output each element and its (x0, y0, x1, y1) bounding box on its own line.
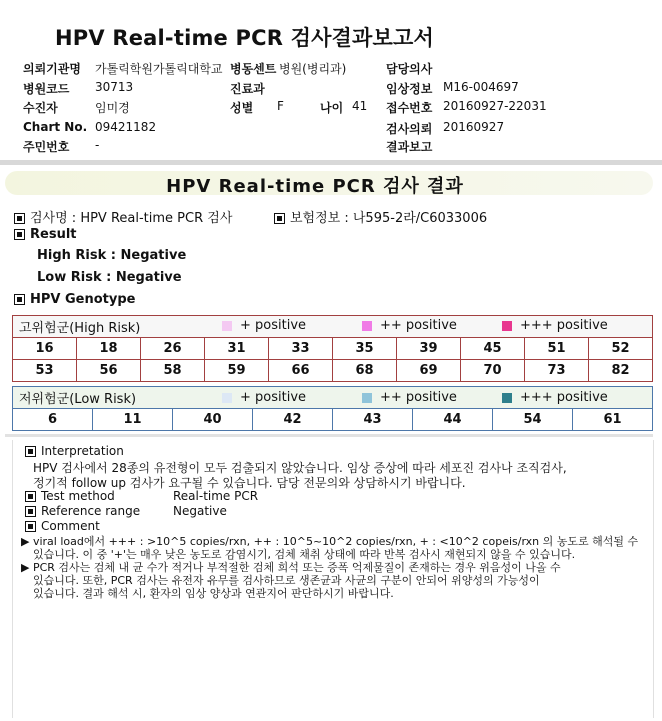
high-risk-result: High Risk : Negative (37, 248, 187, 263)
comment-2: 있습니다. 이 중 '+'는 매우 낮은 농도로 감염시기, 검체 채취 상태에 따라 반복 검사시 재현되지 않을 수 있습니다. (33, 548, 576, 561)
genotype-cell: 66 (269, 360, 333, 382)
low-risk-result: Low Risk : Negative (37, 270, 182, 285)
legend-label: + positive (240, 318, 307, 333)
result-heading (14, 227, 77, 242)
insurance-line (274, 207, 487, 226)
age-label: 나이 (320, 101, 344, 115)
requester-value-2: 병원(병리과) (279, 62, 347, 76)
collector-label: 수진자 (23, 101, 58, 115)
legend-label: + positive (240, 390, 307, 405)
requester-value: 가톨릭학원가톨릭대학교 (95, 62, 223, 76)
interpretation-text-1: HPV 검사에서 28종의 유전형이 모두 검출되지 않았습니다. 임상 증상에 따라 세포진 검사나 조직검사, (33, 461, 567, 475)
method-value: Real-time PCR (173, 489, 259, 503)
comment-3: ▶ PCR 검사는 검체 내 균 수가 적거나 부적절한 검체 희석 또는 증폭 억제물질이 존재하는 경우 위음성이 나올 수 (21, 561, 561, 574)
receipt-label: 접수번호 (386, 101, 433, 115)
legend-label: +++ positive (520, 318, 608, 333)
reference-value: Negative (173, 504, 227, 518)
genotype-cell: 53 (13, 360, 77, 382)
hospital-code-value: 30713 (95, 80, 134, 94)
genotype-cell: 54 (493, 409, 573, 431)
report-header (0, 0, 662, 165)
checkbox-icon (14, 294, 25, 305)
high-legend-item (362, 318, 457, 333)
genotype-label: HPV Genotype (30, 292, 136, 307)
result-label: Result (30, 227, 77, 242)
age-value: 41 (352, 99, 368, 113)
test-name: 검사명 : HPV Real-time PCR 검사 (30, 211, 233, 226)
comment-4: 있습니다. 또한, PCR 검사는 유전자 유무를 검사하므로 생존균과 사균의 구분이 안되어 위양성의 가능성이 (33, 574, 540, 587)
high-legend-item (502, 318, 608, 333)
legend-swatch-icon (502, 321, 512, 331)
checkbox-icon (274, 213, 285, 224)
sex-value: F (277, 99, 284, 113)
hospital-code-label: 병원코드 (23, 82, 70, 96)
result-title-bar (5, 171, 653, 195)
interpretation-label: Interpretation (41, 444, 124, 458)
low-legend-item (362, 390, 457, 405)
request-date-value: 20160927 (443, 120, 505, 134)
high-risk-title: 고위험군(High Risk) (19, 321, 141, 336)
section-divider (5, 434, 653, 437)
checkbox-icon (25, 491, 36, 502)
interpretation-heading (25, 444, 124, 458)
genotype-cell: 33 (269, 338, 333, 360)
doctor-label: 담당의사 (386, 62, 433, 76)
requester-label: 의뢰기관명 (23, 62, 81, 76)
comment-5: 있습니다. 결과 해석 시, 환자의 임상 양상과 연관지어 판단하시기 바랍니다. (33, 587, 394, 600)
checkbox-icon (14, 229, 25, 240)
genotype-cell: 52 (589, 338, 653, 360)
genotype-cell: 58 (141, 360, 205, 382)
chart-label: Chart No. (23, 120, 88, 134)
genotype-cell: 31 (205, 338, 269, 360)
checkbox-icon (25, 506, 36, 517)
genotype-cell: 26 (141, 338, 205, 360)
legend-swatch-icon (362, 321, 372, 331)
genotype-cell: 68 (333, 360, 397, 382)
legend-label: ++ positive (380, 390, 457, 405)
genotype-cell: 56 (77, 360, 141, 382)
legend-swatch-icon (222, 393, 232, 403)
report-title: HPV Real-time PCR 검사결과보고서 (55, 26, 434, 50)
checkbox-icon (25, 521, 36, 532)
genotype-cell: 11 (93, 409, 173, 431)
dept-label: 진료과 (230, 82, 265, 96)
genotype-cell: 61 (573, 409, 653, 431)
report-label: 결과보고 (386, 140, 433, 154)
test-name-line (14, 207, 232, 226)
legend-swatch-icon (502, 393, 512, 403)
reference-label: Reference range (41, 504, 141, 518)
ward-label: 병동센트 (230, 62, 277, 76)
low-risk-title: 저위험군(Low Risk) (19, 392, 137, 407)
clinical-value: M16-004697 (443, 80, 519, 94)
genotype-cell: 45 (461, 338, 525, 360)
resident-label: 주민번호 (23, 140, 70, 154)
request-date-label: 검사의뢰 (386, 122, 433, 136)
genotype-cell: 39 (397, 338, 461, 360)
checkbox-icon (14, 213, 25, 224)
high-legend-item (222, 318, 306, 333)
legend-swatch-icon (362, 393, 372, 403)
resident-value: - (95, 138, 100, 152)
comment-label: Comment (41, 519, 100, 533)
checkbox-icon (25, 446, 36, 457)
genotype-cell: 59 (205, 360, 269, 382)
legend-label: +++ positive (520, 390, 608, 405)
legend-label: ++ positive (380, 318, 457, 333)
genotype-cell: 44 (413, 409, 493, 431)
genotype-cell: 69 (397, 360, 461, 382)
comment-1: ▶ viral load에서 +++ : >10^5 copies/rxn, ++ : 10^5~10^2 copies/rxn, + : <10^2 copeis/rxn 의 농도로 해석될 수 (21, 535, 639, 548)
low-legend-item (502, 390, 608, 405)
genotype-cell: 35 (333, 338, 397, 360)
genotype-cell: 16 (13, 338, 77, 360)
interpretation-text-2: 정기적 follow up 검사가 요구될 수 있습니다. 담당 전문의와 상담하시기 바랍니다. (33, 476, 466, 490)
interpretation-box (12, 440, 654, 718)
low-legend-item (222, 390, 306, 405)
genotype-cell: 51 (525, 338, 589, 360)
genotype-cell: 6 (13, 409, 93, 431)
insurance: 보험정보 : 나595-2라/C6033006 (290, 211, 488, 226)
method-line (25, 489, 115, 503)
genotype-cell: 43 (333, 409, 413, 431)
comment-line (25, 519, 100, 533)
reference-line (25, 504, 140, 518)
result-title: HPV Real-time PCR 검사 결과 (166, 176, 464, 197)
genotype-cell: 42 (253, 409, 333, 431)
genotype-cell: 70 (461, 360, 525, 382)
sex-label: 성별 (230, 101, 254, 115)
genotype-cell: 18 (77, 338, 141, 360)
method-label: Test method (41, 489, 115, 503)
genotype-heading (14, 292, 135, 307)
genotype-cell: 73 (525, 360, 589, 382)
genotype-cell: 40 (173, 409, 253, 431)
collector-value: 임미경 (95, 101, 130, 115)
legend-swatch-icon (222, 321, 232, 331)
genotype-cell: 82 (589, 360, 653, 382)
receipt-value: 20160927-22031 (443, 99, 547, 113)
chart-value: 09421182 (95, 120, 157, 134)
clinical-label: 임상정보 (386, 82, 433, 96)
